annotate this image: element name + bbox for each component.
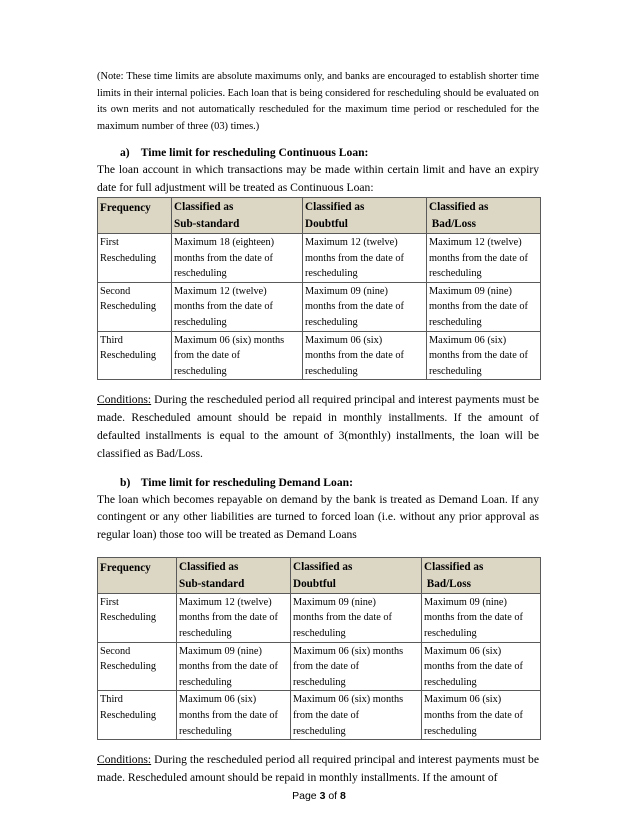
table-row [98,233,541,282]
cell-substandard: Maximum 06 (six) months from the date of rescheduling [177,691,291,740]
section-a-label: a) [120,146,130,160]
table-row [98,593,541,642]
header-badloss: Classified as Bad/Loss [422,557,541,593]
conditions-text: During the rescheduled period all required principal and interest payments must be made. Rescheduled amount should be repaid in monthly installments. If the amount of defaulted installments is equal to the amount of 3(monthly) installments, the loan will be classified as Bad/Loss. [97,393,539,460]
conditions-label: Conditions: [97,393,152,407]
header-substandard: Classified as Sub-standard [177,557,291,593]
footer-prefix: Page [292,790,320,802]
page-footer [0,790,638,802]
cell-frequency: Third Rescheduling [98,331,172,380]
cell-frequency: First Rescheduling [98,233,172,282]
table-row [98,642,541,691]
section-b-conditions [97,751,539,787]
cell-badloss: Maximum 06 (six) months from the date of rescheduling [422,642,541,691]
section-b-title: Time limit for rescheduling Demand Loan: [140,475,353,489]
header-doubtful: Classified as Doubtful [291,557,422,593]
document-page [97,60,539,787]
cell-badloss: Maximum 09 (nine) months from the date of rescheduling [427,282,541,331]
demand-loan-table [97,557,541,740]
note-paragraph: (Note: These time limits are absolute maximums only, and banks are encouraged to establish shorter time limits in their internal policies. Each loan that is being considered for rescheduling should be evaluated on its own merits and not automatically rescheduled for the maximum time period or rescheduled for the maximum number of three (03) times.) [97,71,539,132]
continuous-loan-table [97,197,541,380]
cell-doubtful: Maximum 12 (twelve) months from the date of rescheduling [303,233,427,282]
cell-substandard: Maximum 12 (twelve) months from the date of rescheduling [172,282,303,331]
table-row [98,691,541,740]
table-header-row [98,197,541,233]
cell-substandard: Maximum 06 (six) months from the date of rescheduling [172,331,303,380]
cell-doubtful: Maximum 06 (six) months from the date of rescheduling [291,642,422,691]
cell-frequency: Second Rescheduling [98,642,177,691]
conditions-label: Conditions: [97,753,152,767]
cell-badloss: Maximum 06 (six) months from the date of rescheduling [427,331,541,380]
cell-substandard: Maximum 12 (twelve) months from the date of rescheduling [177,593,291,642]
section-a-heading [97,145,539,161]
cell-doubtful: Maximum 09 (nine) months from the date of rescheduling [303,282,427,331]
cell-badloss: Maximum 06 (six) months from the date of rescheduling [422,691,541,740]
conditions-text: During the rescheduled period all required principal and interest payments must be made. Rescheduled amount should be repaid in monthly installments. If the amount of [97,753,539,785]
table-row [98,282,541,331]
cell-substandard: Maximum 09 (nine) months from the date of rescheduling [177,642,291,691]
header-badloss: Classified as Bad/Loss [427,197,541,233]
cell-frequency: Second Rescheduling [98,282,172,331]
section-b-intro: The loan which becomes repayable on demand by the bank is treated as Demand Loan. If any contingent or any other liabilities are turned to forced loan (i.e. without any prior approval as regular loan) those too will be treated as Demand Loans [97,492,539,542]
section-b-label: b) [120,475,131,489]
table-row [98,331,541,380]
header-frequency: Frequency [98,197,172,233]
cell-frequency: Third Rescheduling [98,691,177,740]
cell-doubtful: Maximum 06 (six) months from the date of rescheduling [291,691,422,740]
table-header-row [98,557,541,593]
section-a-intro: The loan account in which transactions may be made within certain limit and have an expiry date for full adjustment will be treated as Continuous Loan: [97,163,539,195]
cell-doubtful: Maximum 06 (six) months from the date of rescheduling [303,331,427,380]
footer-current-page: 3 [319,790,326,802]
header-frequency: Frequency [98,557,177,593]
cell-badloss: Maximum 09 (nine) months from the date of rescheduling [422,593,541,642]
header-substandard: Classified as Sub-standard [172,197,303,233]
header-doubtful: Classified as Doubtful [303,197,427,233]
section-a-conditions [97,391,539,462]
cell-frequency: First Rescheduling [98,593,177,642]
cell-badloss: Maximum 12 (twelve) months from the date of rescheduling [427,233,541,282]
section-b-heading [97,475,539,491]
cell-substandard: Maximum 18 (eighteen) months from the date of rescheduling [172,233,303,282]
section-a-title: Time limit for rescheduling Continuous Loan: [140,146,369,160]
footer-total-pages: 8 [340,790,346,802]
footer-middle: of [325,790,341,802]
cell-doubtful: Maximum 09 (nine) months from the date of rescheduling [291,593,422,642]
